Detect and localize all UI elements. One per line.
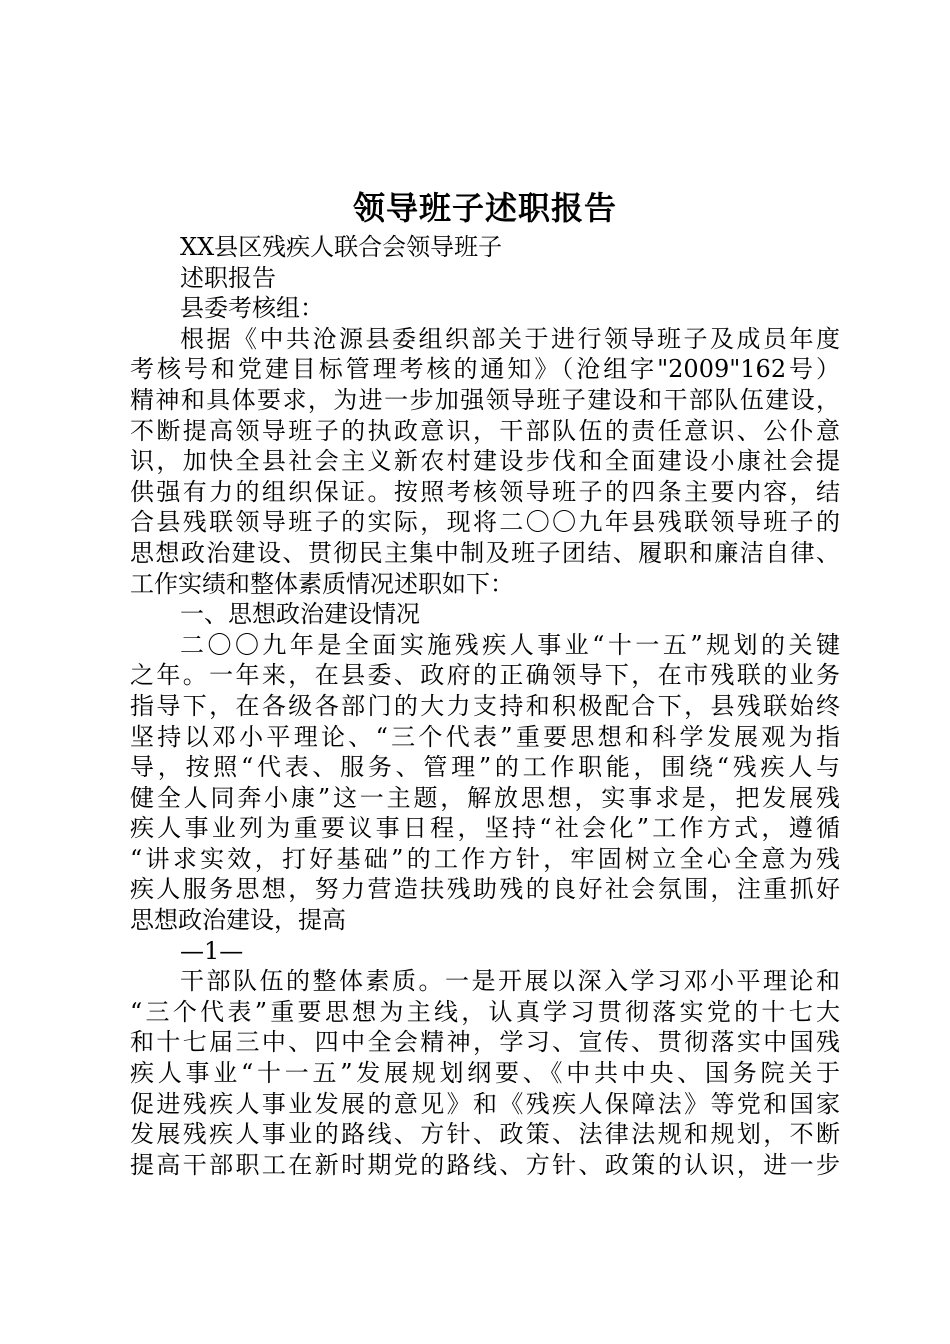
salutation: 县委考核组： (180, 294, 324, 323)
para3-line: 促进残疾人事业发展的意见》和《残疾人保障法》等党和国家 (130, 1089, 840, 1118)
para1-line: 合县残联领导班子的实际，现将二〇〇九年县残联领导班子的 (130, 508, 840, 537)
header-line-report: 述职报告 (180, 263, 276, 292)
para3-line: 发展残疾人事业的路线、方针、政策、法律法规和规划，不断 (130, 1120, 840, 1149)
para2-line: 疾人服务思想，努力营造扶残助残的良好社会氛围，注重抓好 (130, 875, 840, 904)
document-page (130, 186, 840, 1180)
para1-line: 根据《中共沧源县委组织部关于进行领导班子及成员年度 (180, 324, 840, 353)
para2-line: 指导下，在各级各部门的大力支持和积极配合下，县残联始终 (130, 691, 840, 720)
para3-line: “三个代表”重要思想为主线，认真学习贯彻落实党的十七大 (130, 997, 840, 1026)
para1-line: 考核号和党建目标管理考核的通知》（沧组字"2009"162号） (130, 355, 840, 384)
page-number: —1— (180, 936, 244, 965)
para2-line: 思想政治建设，提高 (130, 906, 346, 935)
para3-line: 和十七届三中、四中全会精神，学习、宣传、贯彻落实中国残 (130, 1028, 840, 1057)
para1-line: 识，加快全县社会主义新农村建设步伐和全面建设小康社会提 (130, 447, 840, 476)
para2-line: 导，按照“代表、服务、管理”的工作职能，围绕“残疾人与 (130, 753, 840, 782)
para2-line: 之年。一年来，在县委、政府的正确领导下，在市残联的业务 (130, 661, 840, 690)
para2-line: 疾人事业列为重要议事日程，坚持“社会化”工作方式，遵循 (130, 814, 840, 843)
para3-line: 疾人事业“十一五”发展规划纲要、《中共中央、国务院关于 (130, 1059, 840, 1088)
para1-line: 不断提高领导班子的执政意识，干部队伍的责任意识、公仆意 (130, 416, 840, 445)
para1-line: 思想政治建设、贯彻民主集中制及班子团结、履职和廉洁自律、 (130, 538, 840, 567)
para2-line: 坚持以邓小平理论、“三个代表”重要思想和科学发展观为指 (130, 722, 840, 751)
header-line-org: XX县区残疾人联合会领导班子 (180, 233, 503, 261)
para3-line: 提高干部职工在新时期党的路线、方针、政策的认识，进一步 (130, 1150, 840, 1179)
document-title: 领导班子述职报告 (352, 189, 617, 227)
para1-line: 工作实绩和整体素质情况述职如下： (130, 569, 514, 598)
section-heading: 一、思想政治建设情况 (180, 600, 420, 629)
para1-line: 精神和具体要求，为进一步加强领导班子建设和干部队伍建设， (130, 385, 840, 414)
para2-line: “讲求实效，打好基础”的工作方针，牢固树立全心全意为残 (130, 844, 840, 873)
para3-line: 干部队伍的整体素质。一是开展以深入学习邓小平理论和 (180, 967, 840, 996)
para2-line: 二〇〇九年是全面实施残疾人事业“十一五”规划的关键 (180, 630, 840, 659)
para1-line: 供强有力的组织保证。按照考核领导班子的四条主要内容，结 (130, 477, 840, 506)
para2-line: 健全人同奔小康”这一主题，解放思想，实事求是，把发展残 (130, 783, 840, 812)
